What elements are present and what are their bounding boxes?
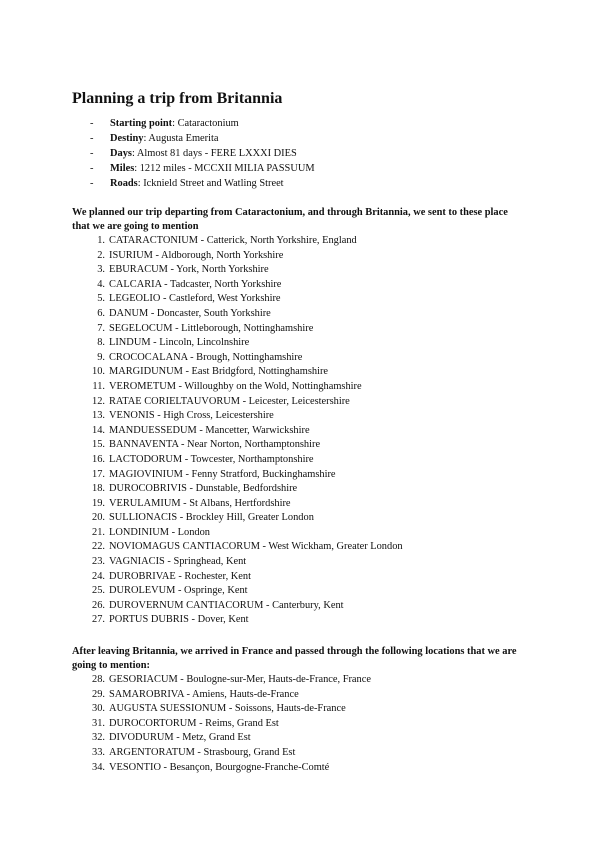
- list-item: [72, 453, 403, 468]
- list-item-number: 9.: [97, 351, 105, 363]
- list-item-number: 1.: [97, 235, 105, 246]
- bullet-dash: -: [90, 178, 94, 189]
- list-item-text: DANUM - Doncaster, South Yorkshire: [109, 307, 271, 319]
- list-item-text: VESONTIO - Besançon, Bourgogne-Franche-Comté: [109, 761, 330, 773]
- list-item-number: 5.: [97, 293, 105, 305]
- list-item-number: 21.: [92, 526, 105, 538]
- list-item-number: 14.: [92, 424, 105, 436]
- summary-value: : Cataractonium: [172, 118, 239, 129]
- summary-value: : 1212 miles - MCCXII MILIA PASSUUM: [134, 163, 315, 174]
- list-item: [72, 307, 403, 322]
- list-item: [72, 613, 403, 628]
- list-item-number: 23.: [92, 556, 105, 568]
- summary-label: Miles: [110, 163, 135, 174]
- list-item: [72, 731, 371, 746]
- list-item-number: 10.: [92, 366, 105, 378]
- list-item: [72, 424, 403, 439]
- list-item-number: 27.: [92, 614, 105, 626]
- summary-value: : Almost 81 days - FERE LXXXI DIES: [131, 148, 297, 159]
- list-item-number: 24.: [92, 570, 105, 582]
- list-item-number: 20.: [92, 512, 105, 524]
- list-item: [72, 761, 371, 776]
- page-title: Planning a trip from Britannia: [72, 90, 283, 107]
- list-item-number: 18.: [92, 483, 105, 495]
- bullet-dash: -: [90, 163, 94, 174]
- list-item-text: BANNAVENTA - Near Norton, Northamptonshire: [109, 439, 321, 451]
- list-item: [72, 468, 403, 483]
- list-item: [72, 482, 403, 497]
- france-intro-paragraph: After leaving Britannia, we arrived in France and passed through the following locations that we are going to mention:: [72, 646, 517, 671]
- list-item-text: DUROVERNUM CANTIACORUM - Canterbury, Kent: [109, 599, 344, 611]
- list-item: [72, 351, 403, 366]
- summary-item-starting-point: [90, 116, 315, 131]
- list-item: [72, 673, 371, 688]
- list-item-number: 8.: [97, 337, 105, 349]
- list-item-text: EBURACUM - York, North Yorkshire: [109, 264, 269, 276]
- list-item: [72, 570, 403, 585]
- summary-value: : Augusta Emerita: [143, 133, 219, 144]
- list-item: [72, 278, 403, 293]
- list-item-text: RATAE CORIELTAUVORUM - Leicester, Leicestershire: [109, 395, 350, 407]
- list-item: [72, 322, 403, 337]
- list-item-text: DUROCOBRIVIS - Dunstable, Bedfordshire: [109, 483, 298, 495]
- list-item-number: 30.: [92, 703, 105, 715]
- summary-label: Destiny: [110, 133, 144, 144]
- list-item: [72, 292, 403, 307]
- list-item-number: 4.: [97, 278, 105, 290]
- list-item: [72, 511, 403, 526]
- list-item-text: LONDINIUM - London: [109, 526, 211, 538]
- list-item: [72, 584, 403, 599]
- list-item-text: MAGIOVINIUM - Fenny Stratford, Buckinghamshire: [109, 468, 336, 480]
- list-item-number: 28.: [92, 674, 105, 685]
- list-item-text: VERULAMIUM - St Albans, Hertfordshire: [109, 497, 291, 509]
- bullet-dash: -: [90, 118, 94, 129]
- list-item-text: ISURIUM - Aldborough, North Yorkshire: [109, 249, 284, 261]
- list-item-text: CATARACTONIUM - Catterick, North Yorkshire, England: [109, 235, 357, 246]
- list-item-number: 3.: [97, 264, 105, 276]
- list-item-text: VENONIS - High Cross, Leicestershire: [109, 410, 274, 422]
- list-item-number: 12.: [92, 395, 105, 407]
- summary-item-miles: [90, 161, 315, 176]
- list-item-text: DIVODURUM - Metz, Grand Est: [109, 732, 251, 744]
- list-item-number: 31.: [92, 717, 105, 729]
- list-item-text: LACTODORUM - Towcester, Northamptonshire: [109, 453, 314, 465]
- list-item-text: LINDUM - Lincoln, Lincolnshire: [109, 337, 250, 349]
- list-item: [72, 746, 371, 761]
- list-item: [72, 555, 403, 570]
- summary-item-days: [90, 146, 315, 161]
- list-item-number: 11.: [92, 380, 105, 392]
- list-item-text: DUROCORTORUM - Reims, Grand Est: [109, 717, 279, 729]
- list-item-text: SULLIONACIS - Brockley Hill, Greater London: [109, 512, 314, 524]
- list-item-number: 33.: [92, 746, 105, 758]
- list-item-number: 2.: [97, 249, 105, 261]
- bullet-dash: -: [90, 133, 94, 144]
- list-item-text: LEGEOLIO - Castleford, West Yorkshire: [109, 293, 281, 305]
- list-item-number: 19.: [92, 497, 105, 509]
- list-item-number: 26.: [92, 599, 105, 611]
- trip-summary-list: [90, 116, 315, 191]
- list-item: [72, 395, 403, 410]
- list-item: [72, 702, 371, 717]
- list-item: [72, 540, 403, 555]
- list-item-text: CALCARIA - Tadcaster, North Yorkshire: [109, 278, 282, 290]
- britannia-intro-paragraph: We planned our trip departing from Cataractonium, and through Britannia, we sent to these place that we are going to mention: [72, 207, 508, 232]
- list-item: [72, 717, 371, 732]
- list-item-text: VAGNIACIS - Springhead, Kent: [109, 556, 247, 568]
- list-item-number: 25.: [92, 585, 105, 597]
- list-item-text: AUGUSTA SUESSIONUM - Soissons, Hauts-de-France: [109, 703, 346, 715]
- list-item-text: SAMAROBRIVA - Amiens, Hauts-de-France: [109, 688, 299, 700]
- list-item-number: 22.: [92, 541, 105, 553]
- list-item: [72, 365, 403, 380]
- list-item-text: MARGIDUNUM - East Bridgford, Nottinghamshire: [109, 366, 329, 378]
- list-item-number: 16.: [92, 453, 105, 465]
- bullet-dash: -: [90, 148, 94, 159]
- summary-item-roads: [90, 176, 315, 191]
- list-item-text: SEGELOCUM - Littleborough, Nottinghamshire: [109, 322, 314, 334]
- list-item-text: NOVIOMAGUS CANTIACORUM - West Wickham, Greater London: [109, 541, 403, 553]
- summary-item-destiny: [90, 131, 315, 146]
- list-item-number: 7.: [97, 322, 105, 334]
- list-item-number: 34.: [92, 761, 105, 773]
- summary-label: Starting point: [110, 118, 173, 129]
- list-item: [72, 497, 403, 512]
- list-item: [72, 438, 403, 453]
- list-item-text: DUROBRIVAE - Rochester, Kent: [109, 570, 251, 582]
- list-item: [72, 688, 371, 703]
- list-item: [72, 336, 403, 351]
- list-item-text: DUROLEVUM - Ospringe, Kent: [109, 585, 248, 597]
- list-item: [72, 599, 403, 614]
- france-stops-list: [72, 673, 371, 775]
- britannia-stops-list: [72, 234, 403, 628]
- list-item: [72, 380, 403, 395]
- list-item-number: 6.: [97, 307, 105, 319]
- summary-value: : Icknield Street and Watling Street: [137, 178, 284, 189]
- list-item-text: ARGENTORATUM - Strasbourg, Grand Est: [109, 746, 296, 758]
- list-item-text: PORTUS DUBRIS - Dover, Kent: [109, 614, 249, 626]
- list-item: [72, 249, 403, 264]
- list-item-number: 13.: [92, 410, 105, 422]
- list-item: [72, 263, 403, 278]
- list-item: [72, 234, 403, 249]
- summary-label: Days: [110, 148, 132, 159]
- list-item-text: CROCOCALANA - Brough, Nottinghamshire: [109, 351, 303, 363]
- summary-label: Roads: [110, 178, 138, 189]
- list-item-number: 29.: [92, 688, 105, 700]
- list-item: [72, 526, 403, 541]
- list-item: [72, 409, 403, 424]
- list-item-number: 17.: [92, 468, 105, 480]
- list-item-text: MANDUESSEDUM - Mancetter, Warwickshire: [109, 424, 310, 436]
- list-item-number: 32.: [92, 732, 105, 744]
- list-item-text: VEROMETUM - Willoughby on the Wold, Nottinghamshire: [109, 380, 362, 392]
- list-item-text: GESORIACUM - Boulogne-sur-Mer, Hauts-de-France, France: [109, 674, 371, 685]
- list-item-number: 15.: [92, 439, 105, 451]
